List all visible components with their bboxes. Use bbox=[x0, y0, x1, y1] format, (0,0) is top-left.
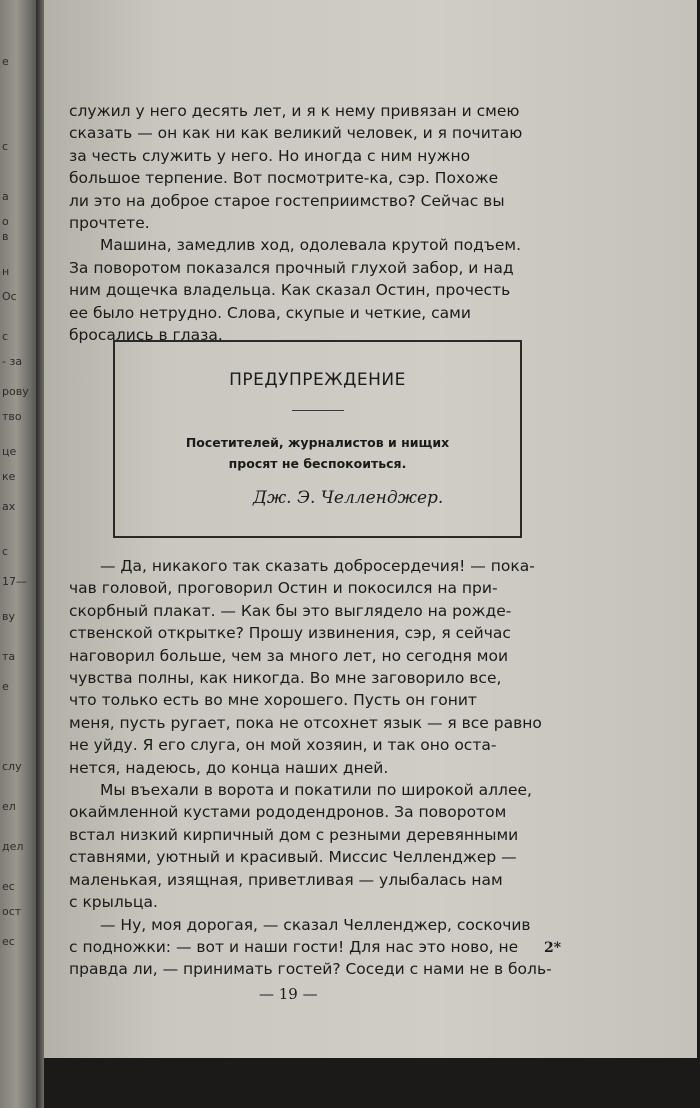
notice-body-line: Посетителей, журналистов и нищих bbox=[185, 435, 450, 450]
text-line: за честь служить у него. Но иногда с ним нужно bbox=[69, 146, 471, 165]
text-line: что только есть во мне хорошего. Пусть он гонит bbox=[69, 691, 477, 710]
page-number: — 19 — bbox=[259, 985, 318, 1003]
text-line: маленькая, изящная, приветливая — улыбалась нам bbox=[69, 870, 503, 889]
left-page-fragment: ес bbox=[2, 935, 15, 948]
text-line: ставнями, уютный и красивый. Миссис Челленджер — bbox=[69, 848, 517, 867]
text-line: Машина, замедлив ход, одолевала крутой подъем. bbox=[100, 236, 521, 255]
text-line: встал низкий кирпичный дом с резными деревянными bbox=[69, 825, 519, 844]
left-page-fragment: ел bbox=[2, 800, 16, 813]
left-page-fragment: е bbox=[2, 680, 9, 693]
left-page-fragment: ву bbox=[2, 610, 15, 623]
text-line: окаймленной кустами рододендронов. За поворотом bbox=[69, 803, 507, 822]
left-page-fragment: а bbox=[2, 190, 9, 203]
text-line: с крыльца. bbox=[69, 893, 158, 912]
left-page-fragment: н bbox=[2, 265, 10, 278]
text-line: не уйду. Я его слуга, он мой хозяин, и так оно оста- bbox=[69, 736, 497, 755]
text-line: бросались в глаза. bbox=[69, 326, 223, 345]
warning-notice-box bbox=[113, 340, 522, 538]
text-line: За поворотом показался прочный глухой забор, и над bbox=[69, 258, 514, 277]
text-line: меня, пусть ругает, пока не отсохнет язык — я все равно bbox=[69, 713, 542, 732]
notice-body bbox=[115, 432, 520, 474]
book-gutter bbox=[36, 0, 44, 1108]
notice-body-line: просят не беспокоиться. bbox=[228, 456, 407, 471]
text-line: ли это на доброе старое гостеприимство? Сейчас вы bbox=[69, 191, 505, 210]
left-page-fragment: с bbox=[2, 330, 9, 343]
printer-signature-mark: 2* bbox=[544, 940, 562, 956]
text-line: ее было нетрудно. Слова, скупые и четкие, сами bbox=[69, 303, 471, 322]
notice-signature: Дж. Э. Челленджер. bbox=[253, 488, 444, 508]
text-line: с подножки: — вот и наши гости! Для нас это ново, не bbox=[69, 937, 519, 956]
left-page-fragment: е bbox=[2, 55, 9, 68]
left-page-fragment: слу bbox=[2, 760, 22, 773]
left-page-fragment: в bbox=[2, 230, 9, 243]
text-line: — Ну, моя дорогая, — сказал Челленджер, соскочив bbox=[100, 915, 531, 934]
book-page bbox=[44, 0, 697, 1058]
left-page-fragment: Ос bbox=[2, 290, 17, 303]
left-page-fragment: 17— bbox=[2, 575, 27, 588]
text-line: Мы въехали в ворота и покатили по широкой аллее, bbox=[100, 781, 532, 800]
left-page-fragment: с bbox=[2, 545, 9, 558]
left-page-fragment: о bbox=[2, 215, 9, 228]
text-line: служил у него десять лет, и я к нему привязан и смею bbox=[69, 102, 520, 120]
left-page-fragment: та bbox=[2, 650, 16, 663]
text-line: ним дощечка владельца. Как сказал Остин, прочесть bbox=[69, 281, 511, 300]
text-line: правда ли, — принимать гостей? Соседи с нами не в боль- bbox=[69, 960, 552, 979]
text-line: чав головой, проговорил Остин и покосился на при- bbox=[69, 579, 498, 598]
left-page-fragment: рову bbox=[2, 385, 29, 398]
bottom-text-block bbox=[69, 555, 594, 981]
notice-title: ПРЕДУПРЕЖДЕНИЕ bbox=[229, 370, 406, 390]
left-page-fragment: дел bbox=[2, 840, 24, 853]
left-page-fragment: - за bbox=[2, 355, 23, 368]
left-page-fragment: с bbox=[2, 140, 9, 153]
left-page-fragment: ке bbox=[2, 470, 16, 483]
notice-divider bbox=[292, 410, 344, 411]
left-page-fragment: тво bbox=[2, 410, 22, 423]
text-line: ственской открытке? Прошу извинения, сэр, я сейчас bbox=[69, 624, 511, 643]
text-line: нется, надеюсь, до конца наших дней. bbox=[69, 758, 389, 777]
left-page-edge bbox=[0, 0, 36, 1108]
top-text-block bbox=[69, 100, 594, 346]
text-line: чувства полны, как никогда. Во мне заговорило все, bbox=[69, 669, 502, 688]
text-line: прочтете. bbox=[69, 214, 150, 233]
text-line: большое терпение. Вот посмотрите-ка, сэр. Похоже bbox=[69, 169, 499, 188]
left-page-fragment: це bbox=[2, 445, 17, 458]
text-line: сказать — он как ни как великий человек, и я почитаю bbox=[69, 124, 523, 143]
text-line: наговорил больше, чем за много лет, но сегодня мои bbox=[69, 646, 509, 665]
left-page-fragment: ах bbox=[2, 500, 16, 513]
left-page-fragment: ес bbox=[2, 880, 15, 893]
text-line: скорбный плакат. — Как бы это выглядело на рожде- bbox=[69, 601, 512, 620]
text-line: — Да, никакого так сказать добросердечия! — пока- bbox=[100, 557, 535, 575]
left-page-fragment: ост bbox=[2, 905, 22, 918]
